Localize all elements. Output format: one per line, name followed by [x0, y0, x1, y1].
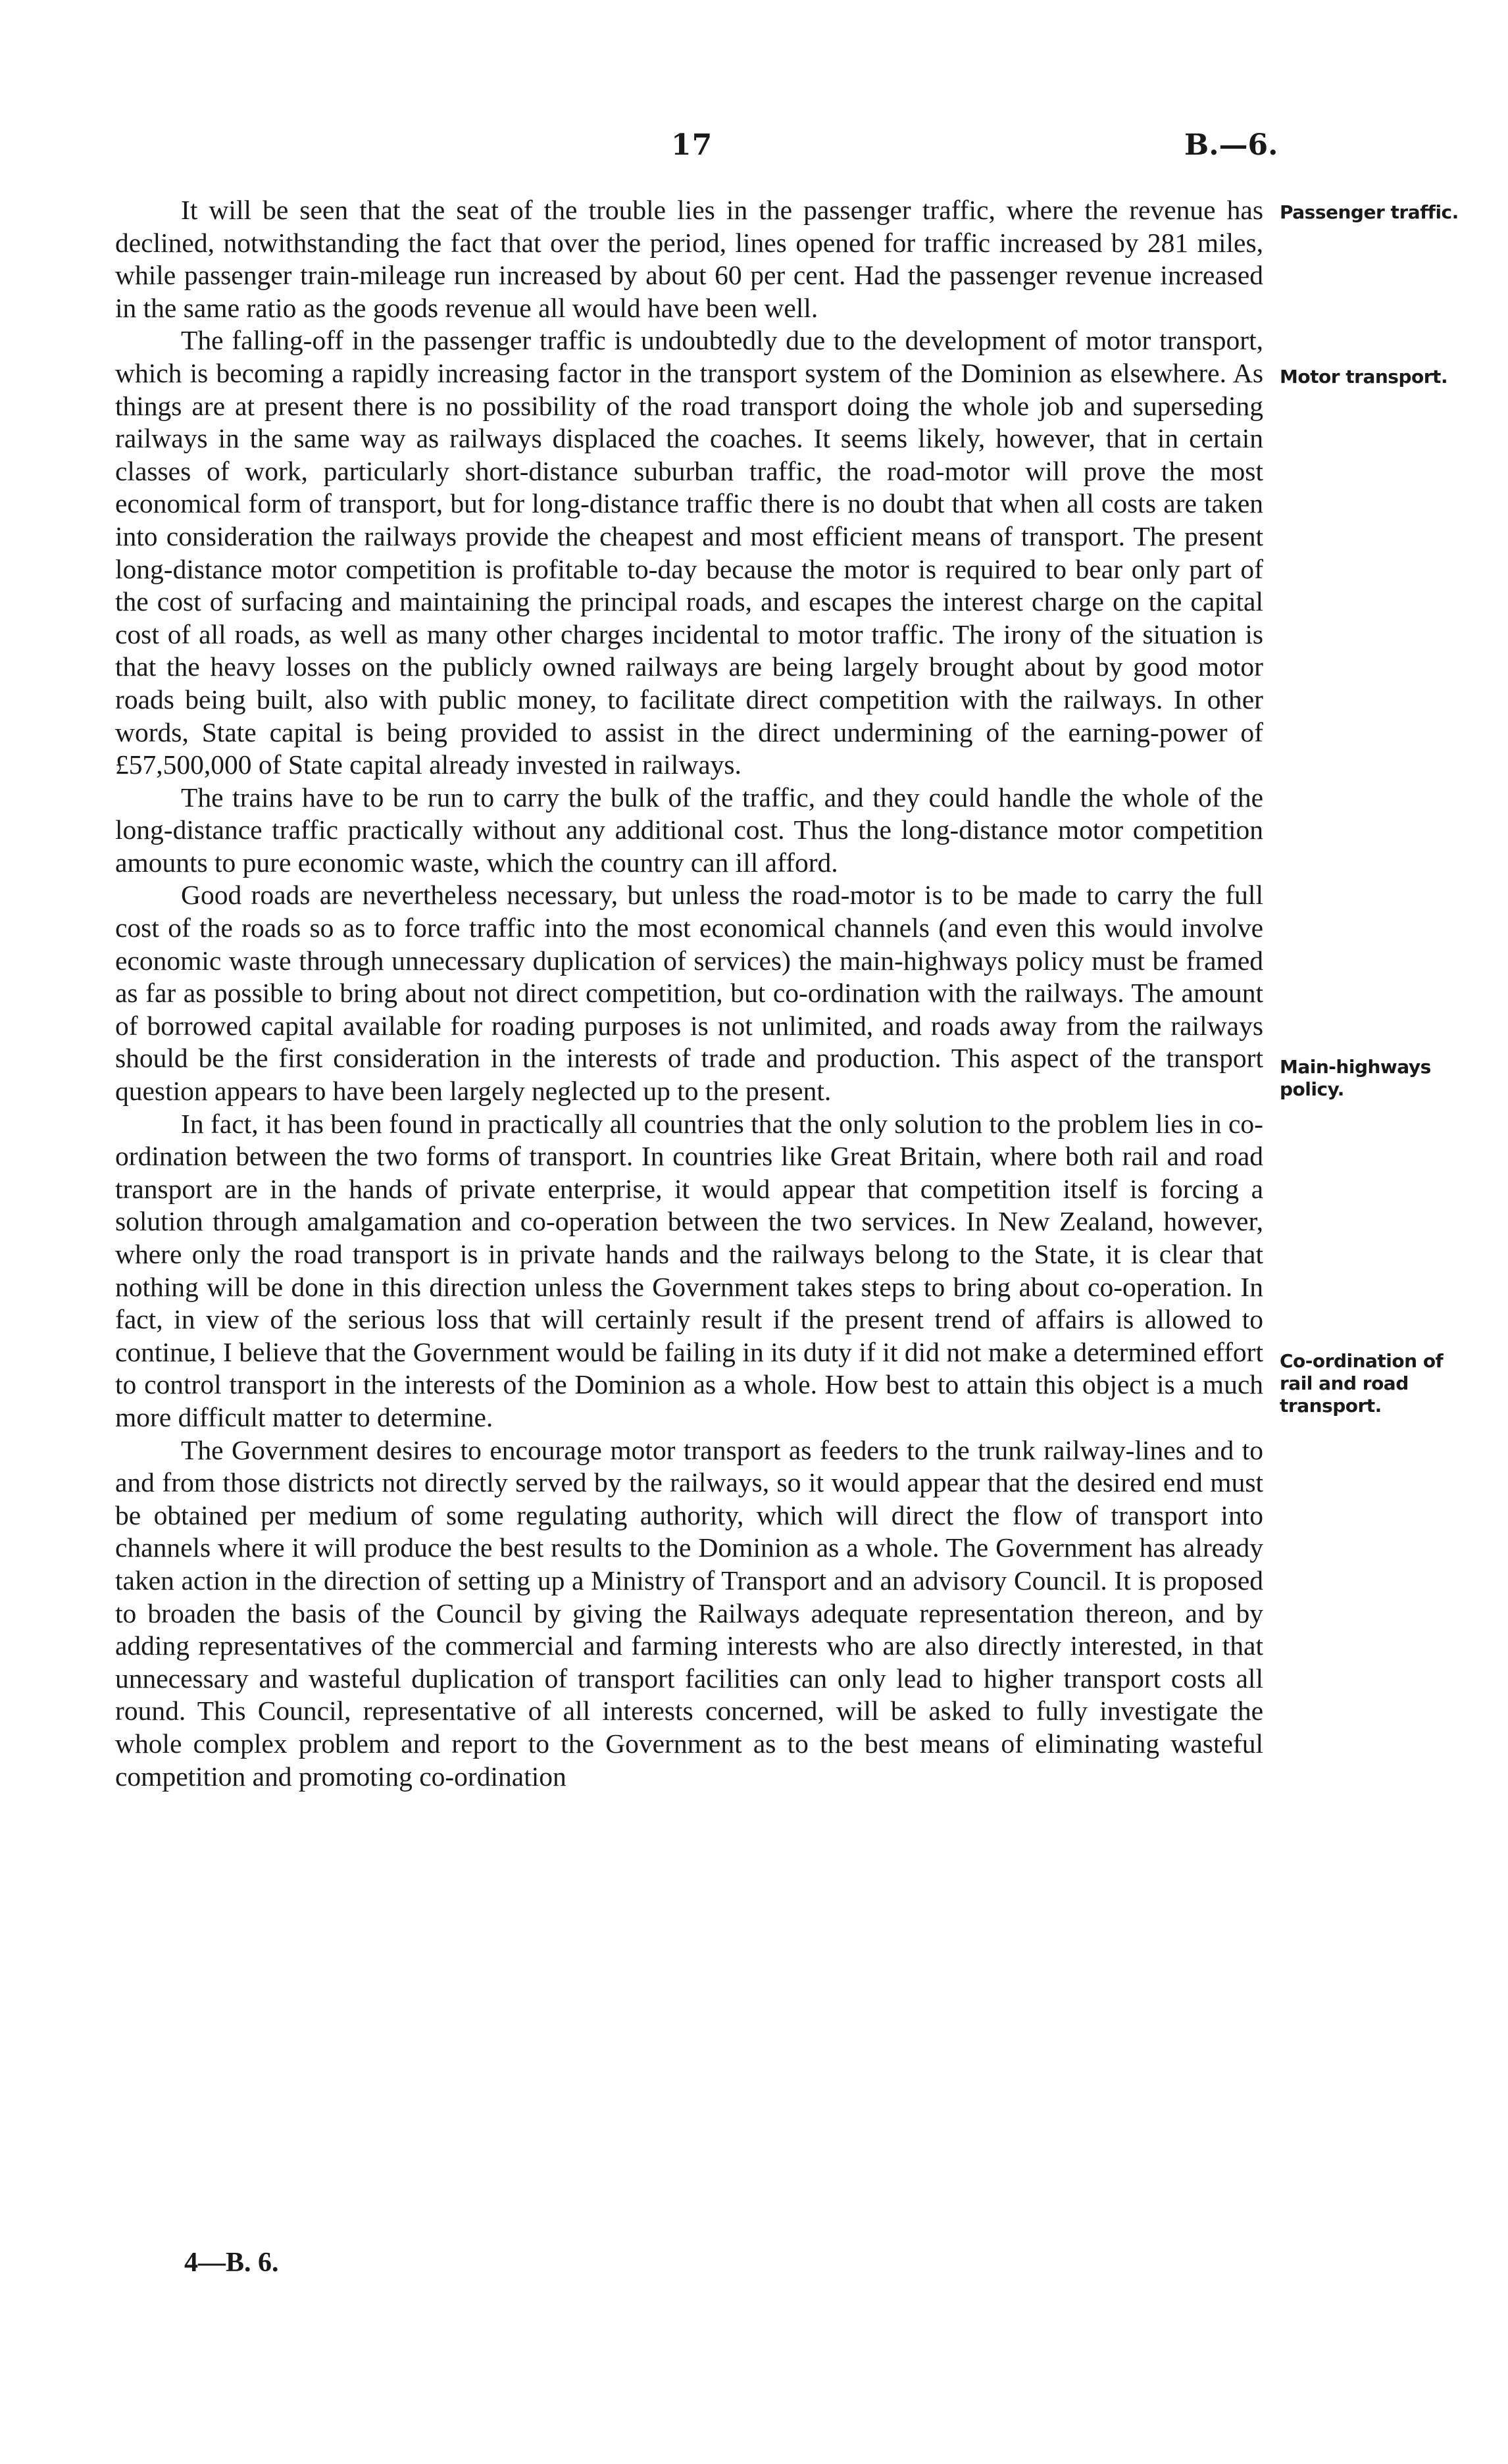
paragraph-passenger-traffic: It will be seen that the seat of the trouble lies in the passenger traffic, where the revenue has declined, notwithstanding the fact that over the period, lines opened for traffic increased by 281 miles, while passenger train-mileage run increased by about 60 per cent. Had the passenger revenue increased in the same ratio as the goods revenue all would have been well.	[115, 195, 1263, 323]
paragraph-main-highways-policy: Good roads are nevertheless necessary, but unless the road-motor is to be made to carry the full cost of the roads so as to force traffic into the most economical channels (and even this would involve economic waste through unnecessary duplication of services) the main-highways policy must be framed as far as possible to bring about not direct competition, but co-ordination with the railways. The amount of borrowed capital available for roading purposes is not unlimited, and roads away from the railways should be the first consideration in the interests of trade and production. This aspect of the transport question appears to have been largely neglected up to the present.	[115, 880, 1263, 1107]
margin-note-main-highways-policy: Main-highways policy.	[1280, 1056, 1431, 1100]
margin-note-passenger-traffic: Passenger traffic.	[1280, 201, 1459, 223]
margin-note-co-ordination: Co-ordination of rail and road transport.	[1280, 1350, 1444, 1417]
margin-note-motor-transport: Motor transport.	[1280, 366, 1448, 388]
document-reference: B.—6.	[1184, 128, 1278, 162]
footer-signature-ref: 4—B. 6.	[184, 2248, 279, 2278]
paragraph-co-ordination: In fact, it has been found in practically all countries that the only solution to the problem lies in co-ordination between the two forms of transport. In countries like Great Britain, where both rail and road transport are in the hands of private enterprise, it would appear that competition itself is forcing a solution through amalgamation and co-operation between the two services. In New Zealand, however, where only the road transport is in private hands and the railways belong to the State, it is clear that nothing will be done in this direction unless the Government takes steps to bring about co-operation. In fact, in view of the serious loss that will certainly result if the present trend of affairs is allowed to continue, I believe that the Government would be failing in its duty if it did not make a determined effort to control transport in the interests of the Dominion as a whole. How best to attain this object is a much more difficult matter to determine.	[115, 1108, 1263, 1432]
page-number: 17	[671, 128, 713, 162]
paragraph-trains-long-distance: The trains have to be run to carry the bulk of the traffic, and they could handle the whole of the long-distance traffic practically without any additional cost. Thus the long-distance motor competition amounts to pure economic waste, which the country can ill afford.	[115, 782, 1263, 878]
paragraph-motor-transport: The falling-off in the passenger traffic is undoubtedly due to the development of motor transport, which is becoming a rapidly increasing factor in the transport system of the Dominion as elsewhere. As things are at present there is no possibility of the road transport doing the whole job and superseding railways in the same way as railways displaced the coaches. It seems likely, however, that in certain classes of work, particularly short-distance suburban traffic, the road-motor will prove the most economical form of transport, but for long-distance traffic there is no doubt that when all costs are taken into consideration the railways provide the cheapest and most efficient means of transport. The present long-distance motor competition is profitable to-day because the motor is required to bear only part of the cost of surfacing and maintaining the principal roads, and escapes the interest charge on the capital cost of all roads, as well as many other charges incidental to motor traffic. The irony of the situation is that the heavy losses on the publicly owned railways are being largely brought about by good motor roads being built, also with public money, to facilitate direct competition with the railways. In other words, State capital is being provided to assist in the direct undermining of the earning-power of £57,500,000 of State capital already invested in railways.	[115, 325, 1263, 780]
paragraph-government-council: The Government desires to encourage motor transport as feeders to the trunk railway-lines and to and from those districts not directly served by the railways, so it would appear that the desired end must be obtained per medium of some regulating authority, which will direct the flow of transport into channels where it will produce the best results to the Dominion as a whole. The Government has already taken action in the direction of setting up a Ministry of Transport and an advisory Council. It is proposed to broaden the basis of the Council by giving the Railways adequate representation thereon, and by adding representatives of the commercial and farming interests who are also directly interested, in that unnecessary and wasteful duplication of transport facilities can only lead to higher transport costs all round. This Council, representative of all interests concerned, will be asked to fully investigate the whole complex problem and report to the Government as to the best means of eliminating wasteful competition and promoting co-ordination	[115, 1434, 1263, 1792]
body-text	[115, 194, 1263, 1793]
